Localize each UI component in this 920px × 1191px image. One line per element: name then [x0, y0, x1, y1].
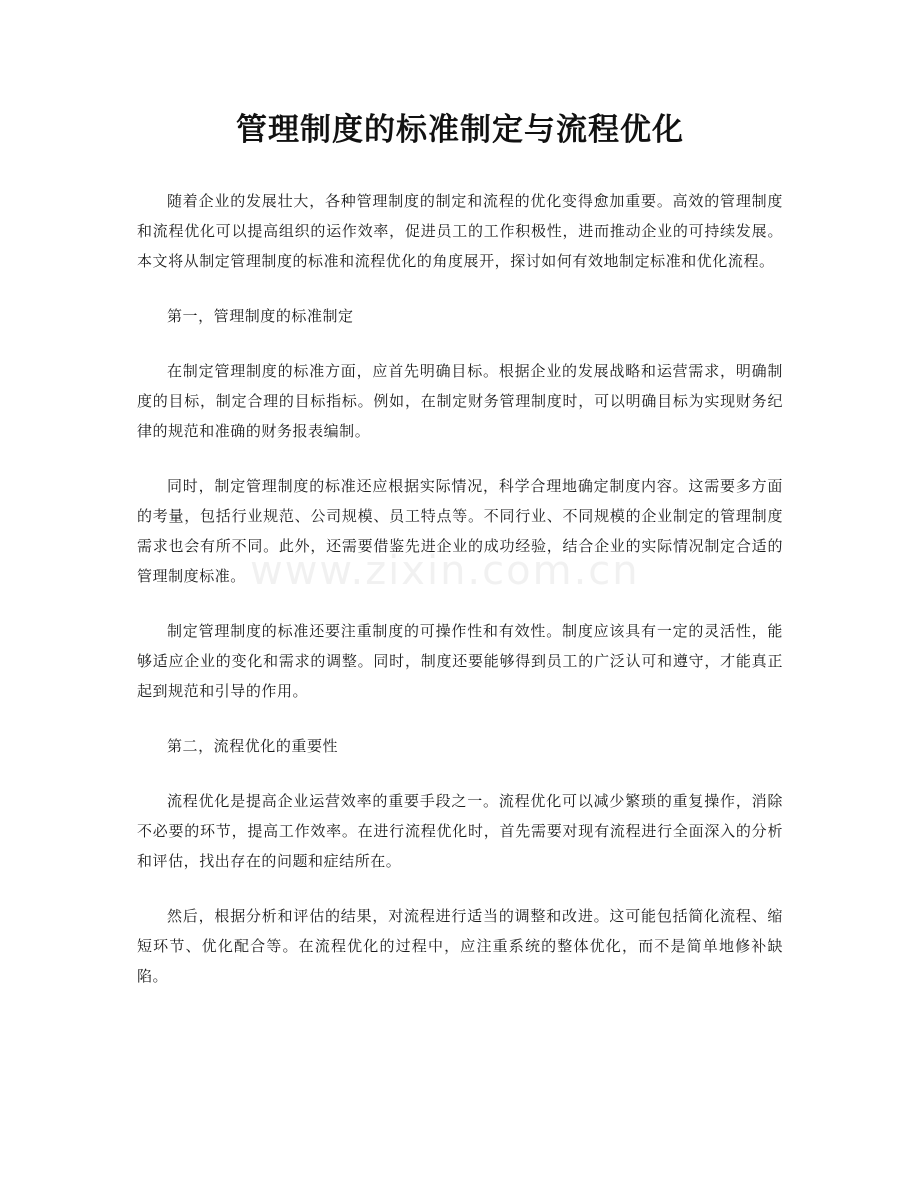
paragraph: 在制定管理制度的标准方面，应首先明确目标。根据企业的发展战略和运营需求，明确制度的目标，制定合理的目标指标。例如，在制定财务管理制度时，可以明确目标为实现财务纪律的规范和准确的财务报表编制。 [137, 362, 783, 440]
paragraph: 制定管理制度的标准还要注重制度的可操作性和有效性。制度应该具有一定的灵活性，能够适应企业的变化和需求的调整。同时，制度还要能够得到员工的广泛认可和遵守，才能真正起到规范和引导的作用。 [137, 622, 783, 700]
section-heading-1: 第一，管理制度的标准制定 [167, 307, 354, 325]
paragraph: 流程优化是提高企业运营效率的重要手段之一。流程优化可以减少繁琐的重复操作，消除不必要的环节，提高工作效率。在进行流程优化时，首先需要对现有流程进行全面深入的分析和评估，找出存在的问题和症结所在。 [137, 792, 783, 870]
paragraph: 同时，制定管理制度的标准还应根据实际情况，科学合理地确定制度内容。这需要多方面的考量，包括行业规范、公司规模、员工特点等。不同行业、不同规模的企业制定的管理制度需求也会有所不同。此外，还需要借鉴先进企业的成功经验，结合企业的实际情况制定合适的管理制度标准。 [137, 477, 783, 585]
section-heading-2: 第二，流程优化的重要性 [167, 737, 339, 755]
paragraph-intro: 随着企业的发展壮大，各种管理制度的制定和流程的优化变得愈加重要。高效的管理制度和流程优化可以提高组织的运作效率，促进员工的工作积极性，进而推动企业的可持续发展。本文将从制定管理制度的标准和流程优化的角度展开，探讨如何有效地制定标准和优化流程。 [137, 192, 783, 270]
document-body [137, 186, 783, 1016]
watermark: www.zixin.com.cn [250, 548, 640, 594]
document-title: 管理制度的标准制定与流程优化 [236, 112, 684, 148]
paragraph: 然后，根据分析和评估的结果，对流程进行适当的调整和改进。这可能包括简化流程、缩短环节、优化配合等。在流程优化的过程中，应注重系统的整体优化，而不是简单地修补缺陷。 [137, 907, 783, 985]
